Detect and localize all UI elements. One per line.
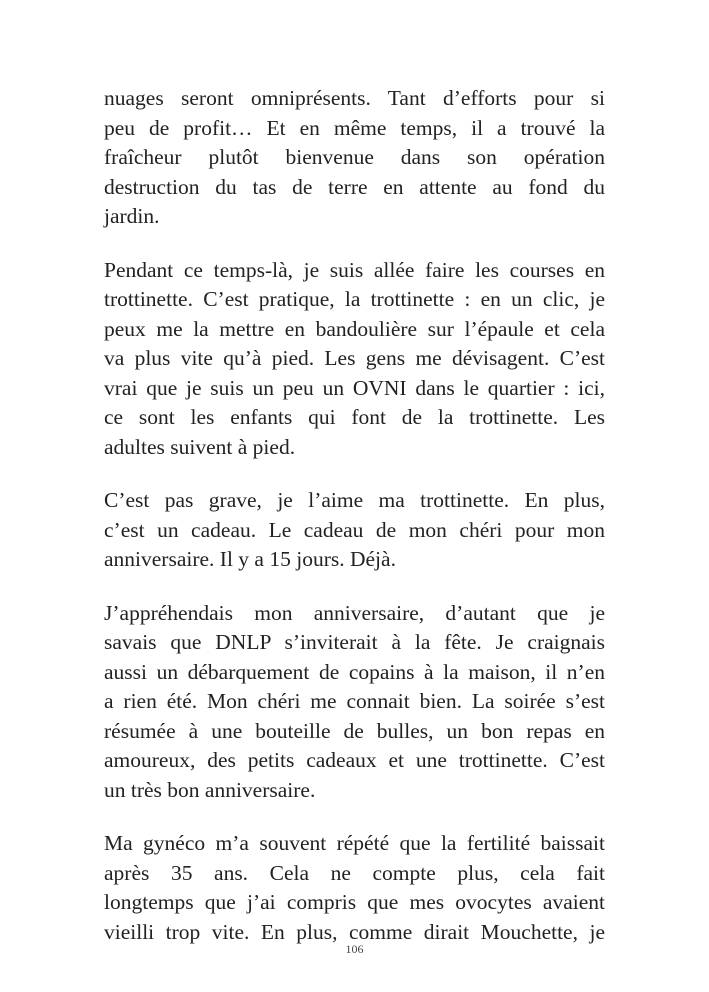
paragraph-line: a rien été. Mon chéri me connait bien. La soirée s’est — [104, 689, 605, 713]
paragraph-1 — [104, 84, 605, 232]
paragraph-line: Ma gynéco m’a souvent répété que la fertilité baissait — [104, 831, 605, 855]
paragraph-line: résumée à une bouteille de bulles, un bon repas en — [104, 718, 605, 743]
paragraph-4 — [104, 599, 605, 806]
paragraph-line: aussi un débarquement de copains à la maison, il n’en — [104, 659, 605, 684]
paragraph-line: va plus vite qu’à pied. Les gens me dévisagent. C’est — [104, 346, 605, 370]
paragraph-line: peux me la mettre en bandoulière sur l’épaule et cela — [104, 316, 605, 341]
paragraph-line: après 35 ans. Cela ne compte plus, cela fait — [104, 860, 605, 885]
paragraph-line: c’est un cadeau. Le cadeau de mon chéri pour mon — [104, 517, 605, 542]
page-number: 106 — [345, 942, 364, 956]
paragraph-line: peu de profit… Et en même temps, il a trouvé la — [104, 115, 605, 140]
paragraph-line: nuages seront omniprésents. Tant d’efforts pour si — [104, 86, 605, 110]
paragraph-line: C’est pas grave, je l’aime ma trottinette. En plus, — [104, 488, 605, 512]
paragraph-2 — [104, 256, 605, 463]
paragraph-line: savais que DNLP s’inviterait à la fête. Je craignais — [104, 630, 605, 654]
paragraph-line: jardin. — [104, 204, 160, 228]
paragraph-line: longtemps que j’ai compris que mes ovocytes avaient — [104, 890, 605, 914]
paragraph-line: trottinette. C’est pratique, la trottinette : en un clic, je — [104, 287, 605, 311]
paragraph-line: ce sont les enfants qui font de la trottinette. Les — [104, 405, 605, 429]
paragraph-line: vrai que je suis un peu un OVNI dans le quartier : ici, — [104, 375, 605, 400]
paragraph-line: vieilli trop vite. En plus, comme dirait Mouchette, je — [104, 919, 605, 944]
paragraph-5 — [104, 829, 605, 947]
page-body — [104, 84, 605, 971]
paragraph-line: anniversaire. Il y a 15 jours. Déjà. — [104, 547, 396, 571]
paragraph-line: fraîcheur plutôt bienvenue dans son opération — [104, 145, 605, 169]
paragraph-line: adultes suivent à pied. — [104, 434, 296, 459]
paragraph-line: destruction du tas de terre en attente au fond du — [104, 174, 605, 199]
paragraph-line: amoureux, des petits cadeaux et une trottinette. C’est — [104, 748, 605, 772]
paragraph-3 — [104, 486, 605, 575]
paragraph-line: un très bon anniversaire. — [104, 777, 316, 802]
paragraph-line: Pendant ce temps-là, je suis allée faire les courses en — [104, 257, 605, 282]
paragraph-line: J’appréhendais mon anniversaire, d’autant que je — [104, 600, 605, 625]
